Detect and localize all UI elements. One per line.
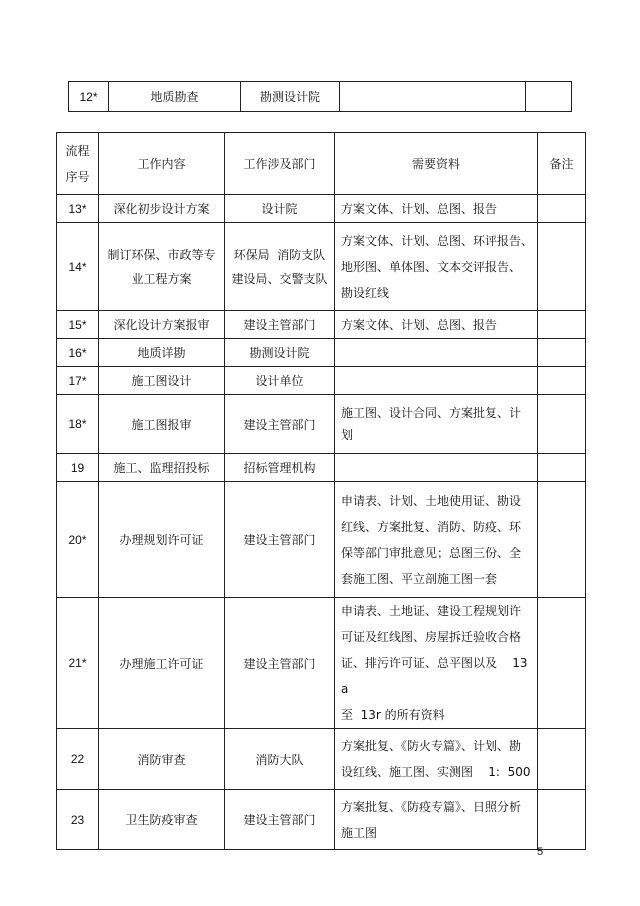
remark <box>538 482 586 598</box>
table-row <box>69 82 572 112</box>
department: 建设主管部门 <box>225 395 335 454</box>
work-content: 办理施工许可证 <box>99 598 225 729</box>
table-row <box>57 339 586 367</box>
department: 建设主管部门 <box>225 598 335 729</box>
row-number: 13* <box>57 195 99 223</box>
table-row <box>57 790 586 850</box>
header-work: 工作内容 <box>99 133 225 195</box>
materials <box>335 339 538 367</box>
header-remark: 备注 <box>538 133 586 195</box>
top-table <box>68 81 572 112</box>
table-row <box>57 598 586 729</box>
materials <box>335 454 538 482</box>
remark <box>538 339 586 367</box>
remark <box>538 395 586 454</box>
materials: 申请表、计划、土地使用证、勘设 红线、方案批复、消防、防疫、环 保等部门审批意见；总图三份、全 套施工图、平立剖施工图一套 <box>335 482 538 598</box>
row-number: 23 <box>57 790 99 850</box>
row-number: 16* <box>57 339 99 367</box>
work-content: 施工图设计 <box>99 367 225 395</box>
department: 建设主管部门 <box>225 790 335 850</box>
remark <box>538 367 586 395</box>
remark <box>538 195 586 223</box>
remark <box>538 598 586 729</box>
materials: 申请表、土地证、建设工程规划许 可证及红线图、房屋拆迁验收合格 证、排污许可证、总平图以及 13 a 至 13r 的所有资料 <box>335 598 538 729</box>
work-content: 地质详勘 <box>99 339 225 367</box>
table-row <box>57 367 586 395</box>
row-number: 14* <box>57 223 99 311</box>
header-no: 流程 序号 <box>57 133 99 195</box>
materials: 施工图、设计合同、方案批复、计 划 <box>335 395 538 454</box>
materials: 方案批复、《防疫专篇》、日照分析 施工图 <box>335 790 538 850</box>
department: 招标管理机构 <box>225 454 335 482</box>
remark <box>538 311 586 339</box>
materials <box>340 82 526 112</box>
materials: 方案文体、计划、总图、报告 <box>335 195 538 223</box>
materials: 方案批复、《防火专篇》、计划、勘 设红线、施工图、实测图 1: 500 <box>335 729 538 790</box>
header-materials: 需要资料 <box>335 133 538 195</box>
remark <box>538 790 586 850</box>
department: 消防大队 <box>225 729 335 790</box>
work-content: 施工、监理招投标 <box>99 454 225 482</box>
table-row <box>57 311 586 339</box>
page-number: 5 <box>537 846 544 858</box>
department: 建设主管部门 <box>225 311 335 339</box>
row-number: 12* <box>69 82 109 112</box>
header-dept: 工作涉及部门 <box>225 133 335 195</box>
row-number: 21* <box>57 598 99 729</box>
table-row <box>57 482 586 598</box>
table-header-row <box>57 133 586 195</box>
department: 建设主管部门 <box>225 482 335 598</box>
materials: 方案文体、计划、总图、环评报告、 地形图、单体图、文本交评报告、 勘设红线 <box>335 223 538 311</box>
work-content: 办理规划许可证 <box>99 482 225 598</box>
table-row <box>57 395 586 454</box>
department: 勘测设计院 <box>241 82 340 112</box>
row-number: 22 <box>57 729 99 790</box>
table-row <box>57 195 586 223</box>
department: 设计单位 <box>225 367 335 395</box>
department: 环保局 消防支队 建设局、交警支队 <box>225 223 335 311</box>
table-row <box>57 729 586 790</box>
row-number: 20* <box>57 482 99 598</box>
work-content: 施工图报审 <box>99 395 225 454</box>
row-number: 17* <box>57 367 99 395</box>
department: 设计院 <box>225 195 335 223</box>
remark <box>538 223 586 311</box>
row-number: 19 <box>57 454 99 482</box>
table-row <box>57 223 586 311</box>
work-content: 深化初步设计方案 <box>99 195 225 223</box>
remark <box>526 82 572 112</box>
work-content: 地质勘查 <box>109 82 241 112</box>
work-content: 深化设计方案报审 <box>99 311 225 339</box>
work-content: 制订环保、市政等专 业工程方案 <box>99 223 225 311</box>
row-number: 18* <box>57 395 99 454</box>
process-table <box>56 132 586 850</box>
department: 勘测设计院 <box>225 339 335 367</box>
materials: 方案文体、计划、总图、报告 <box>335 311 538 339</box>
materials <box>335 367 538 395</box>
work-content: 卫生防疫审查 <box>99 790 225 850</box>
remark <box>538 729 586 790</box>
row-number: 15* <box>57 311 99 339</box>
work-content: 消防审查 <box>99 729 225 790</box>
remark <box>538 454 586 482</box>
table-row <box>57 454 586 482</box>
